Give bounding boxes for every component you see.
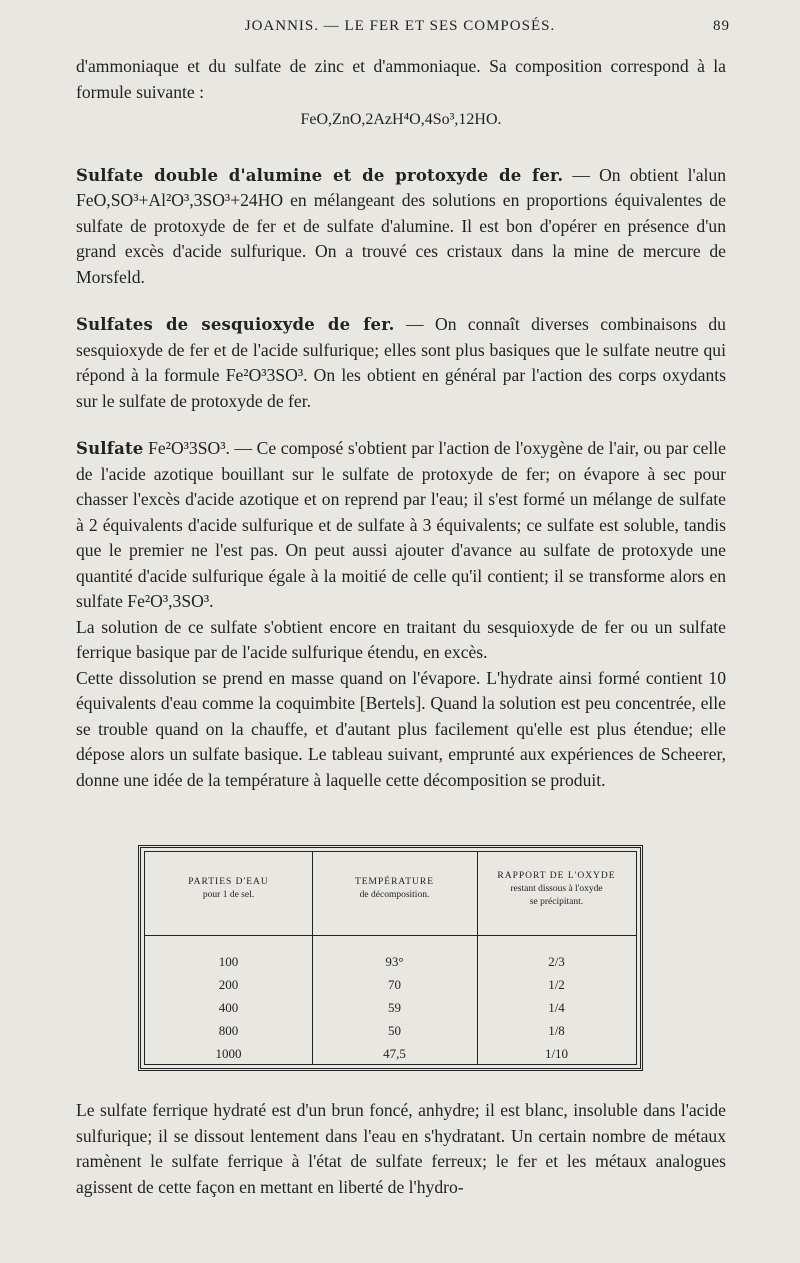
formula-1: FeO,ZnO,2AzH⁴O,4So³,12HO. [300, 111, 502, 128]
table-column-water [145, 852, 313, 1064]
paragraph-4 [76, 436, 726, 615]
table-cell: 1/10 [544, 1046, 569, 1061]
paragraph-2 [76, 163, 726, 291]
running-header [0, 18, 800, 42]
table-cell: 1/4 [548, 1000, 565, 1015]
paragraph-1: d'ammoniaque et du sulfate de zinc et d'ammoniaque. Sa composition correspond à la formule suivante : [76, 56, 726, 102]
table-cell: 2/3 [548, 954, 565, 969]
paragraph-5: La solution de ce sulfate s'obtient encore en traitant du sesquioxyde de fer ou un sulfate ferrique basique par de l'acide sulfurique étendu, en excès. [76, 616, 726, 662]
table-cell: 59 [388, 1000, 401, 1015]
section-heading-alun: Sulfate double d'alumine et de protoxyde de fer. [76, 165, 564, 185]
closing-paragraph [76, 1098, 726, 1200]
table-header-water: PARTIES D'EAU pour 1 de sel. [145, 852, 312, 936]
table-cell: 93° [385, 954, 404, 969]
table-cell: 50 [388, 1023, 401, 1038]
running-title: JOANNIS. — LE FER ET SES COMPOSÉS. [244, 18, 556, 34]
table-column-ratio [477, 852, 636, 1064]
table-column-temperature [312, 852, 478, 1064]
table-cells-water [145, 950, 312, 1065]
table-cell: 47,5 [383, 1046, 406, 1061]
paragraph-3-text: — On connaît diverses combinaisons du sesquioxyde de fer et de l'acide sulfurique; elles sont plus basiques que le sulfate neutre qui répond à la formule Fe²O³3SO³. On les obtient en général par l'action des corps oxydants sur le sulfate de protoxyde de fer. [76, 314, 726, 411]
table-cell: 400 [218, 1000, 239, 1015]
paragraph-3 [76, 312, 726, 414]
decomposition-table [138, 845, 643, 1071]
table-cells-temperature [312, 950, 477, 1065]
table-cells-ratio [477, 950, 636, 1065]
paragraph-7: Le sulfate ferrique hydraté est d'un brun foncé, anhydre; il est blanc, insoluble dans l'acide sulfurique; il se dissout lentement dans l'eau en s'hydratant. Un certain nombre de métaux ramènent le sulfate ferrique à l'état de sulfate ferreux; le fer et les métaux analogues agissent de cette façon en mettant en liberté de l'hydro- [76, 1100, 726, 1197]
table-header-ratio: RAPPORT DE L'OXYDE restant dissous à l'oxyde se précipitant. [477, 852, 636, 936]
table-cell: 800 [218, 1023, 239, 1038]
paragraph-2-text: — On obtient l'alun FeO,SO³+Al²O³,3SO³+24HO en mélangeant des solutions en proportions équivalentes de sulfate de protoxyde de fer et de sulfate d'alumine. Il est bon d'opérer en présence d'un grand excès d'acide sulfurique. On a trouvé ces cristaux dans la mine de mercure de Morsfeld. [76, 164, 726, 287]
table-header-temperature: TEMPÉRATURE de décomposition. [312, 852, 477, 936]
page-number: 89 [713, 18, 730, 34]
table-cell: 1000 [215, 1046, 242, 1061]
table-cell: 200 [218, 977, 239, 992]
section-heading-sulfate: Sulfate [76, 439, 144, 458]
table-cell: 1/2 [548, 977, 565, 992]
main-text [76, 54, 726, 793]
table-cell: 100 [218, 954, 239, 969]
section-heading-sesquioxyde: Sulfates de sesquioxyde de fer. [76, 315, 395, 334]
paragraph-4-text: Fe²O³3SO³. — Ce composé s'obtient par l'action de l'oxygène de l'air, ou par celle de l'acide azotique bouillant sur le sulfate de protoxyde de fer; on évapore à sec pour chasser l'excès d'acide azotique et on reprend par l'eau; il s'est formé un mélange de sulfate à 2 équivalents d'acide sulfurique et de sulfate à 3 équivalents; ce sulfate est soluble, tandis que le premier ne l'est pas. On peut aussi ajouter d'avance au sulfate de protoxyde une quantité d'acide sulfurique égale à la moitié de celle qu'il contient; il se transforme alors en sulfate Fe²O³,3SO³. [76, 438, 726, 611]
paragraph-6: Cette dissolution se prend en masse quand on l'évapore. L'hydrate ainsi formé contient 10 équivalents d'eau comme la coquimbite [Bertels]. Quand la solution est peu concentrée, elle se trouble quand on la chauffe, et d'autant plus facilement qu'elle est plus étendue; elle dépose alors un sulfate basique. Le tableau suivant, emprunté aux expériences de Scheerer, donne une idée de la température à laquelle cette décomposition se produit. [76, 667, 726, 790]
table-cell: 70 [388, 977, 401, 992]
table-cell: 1/8 [548, 1023, 565, 1038]
